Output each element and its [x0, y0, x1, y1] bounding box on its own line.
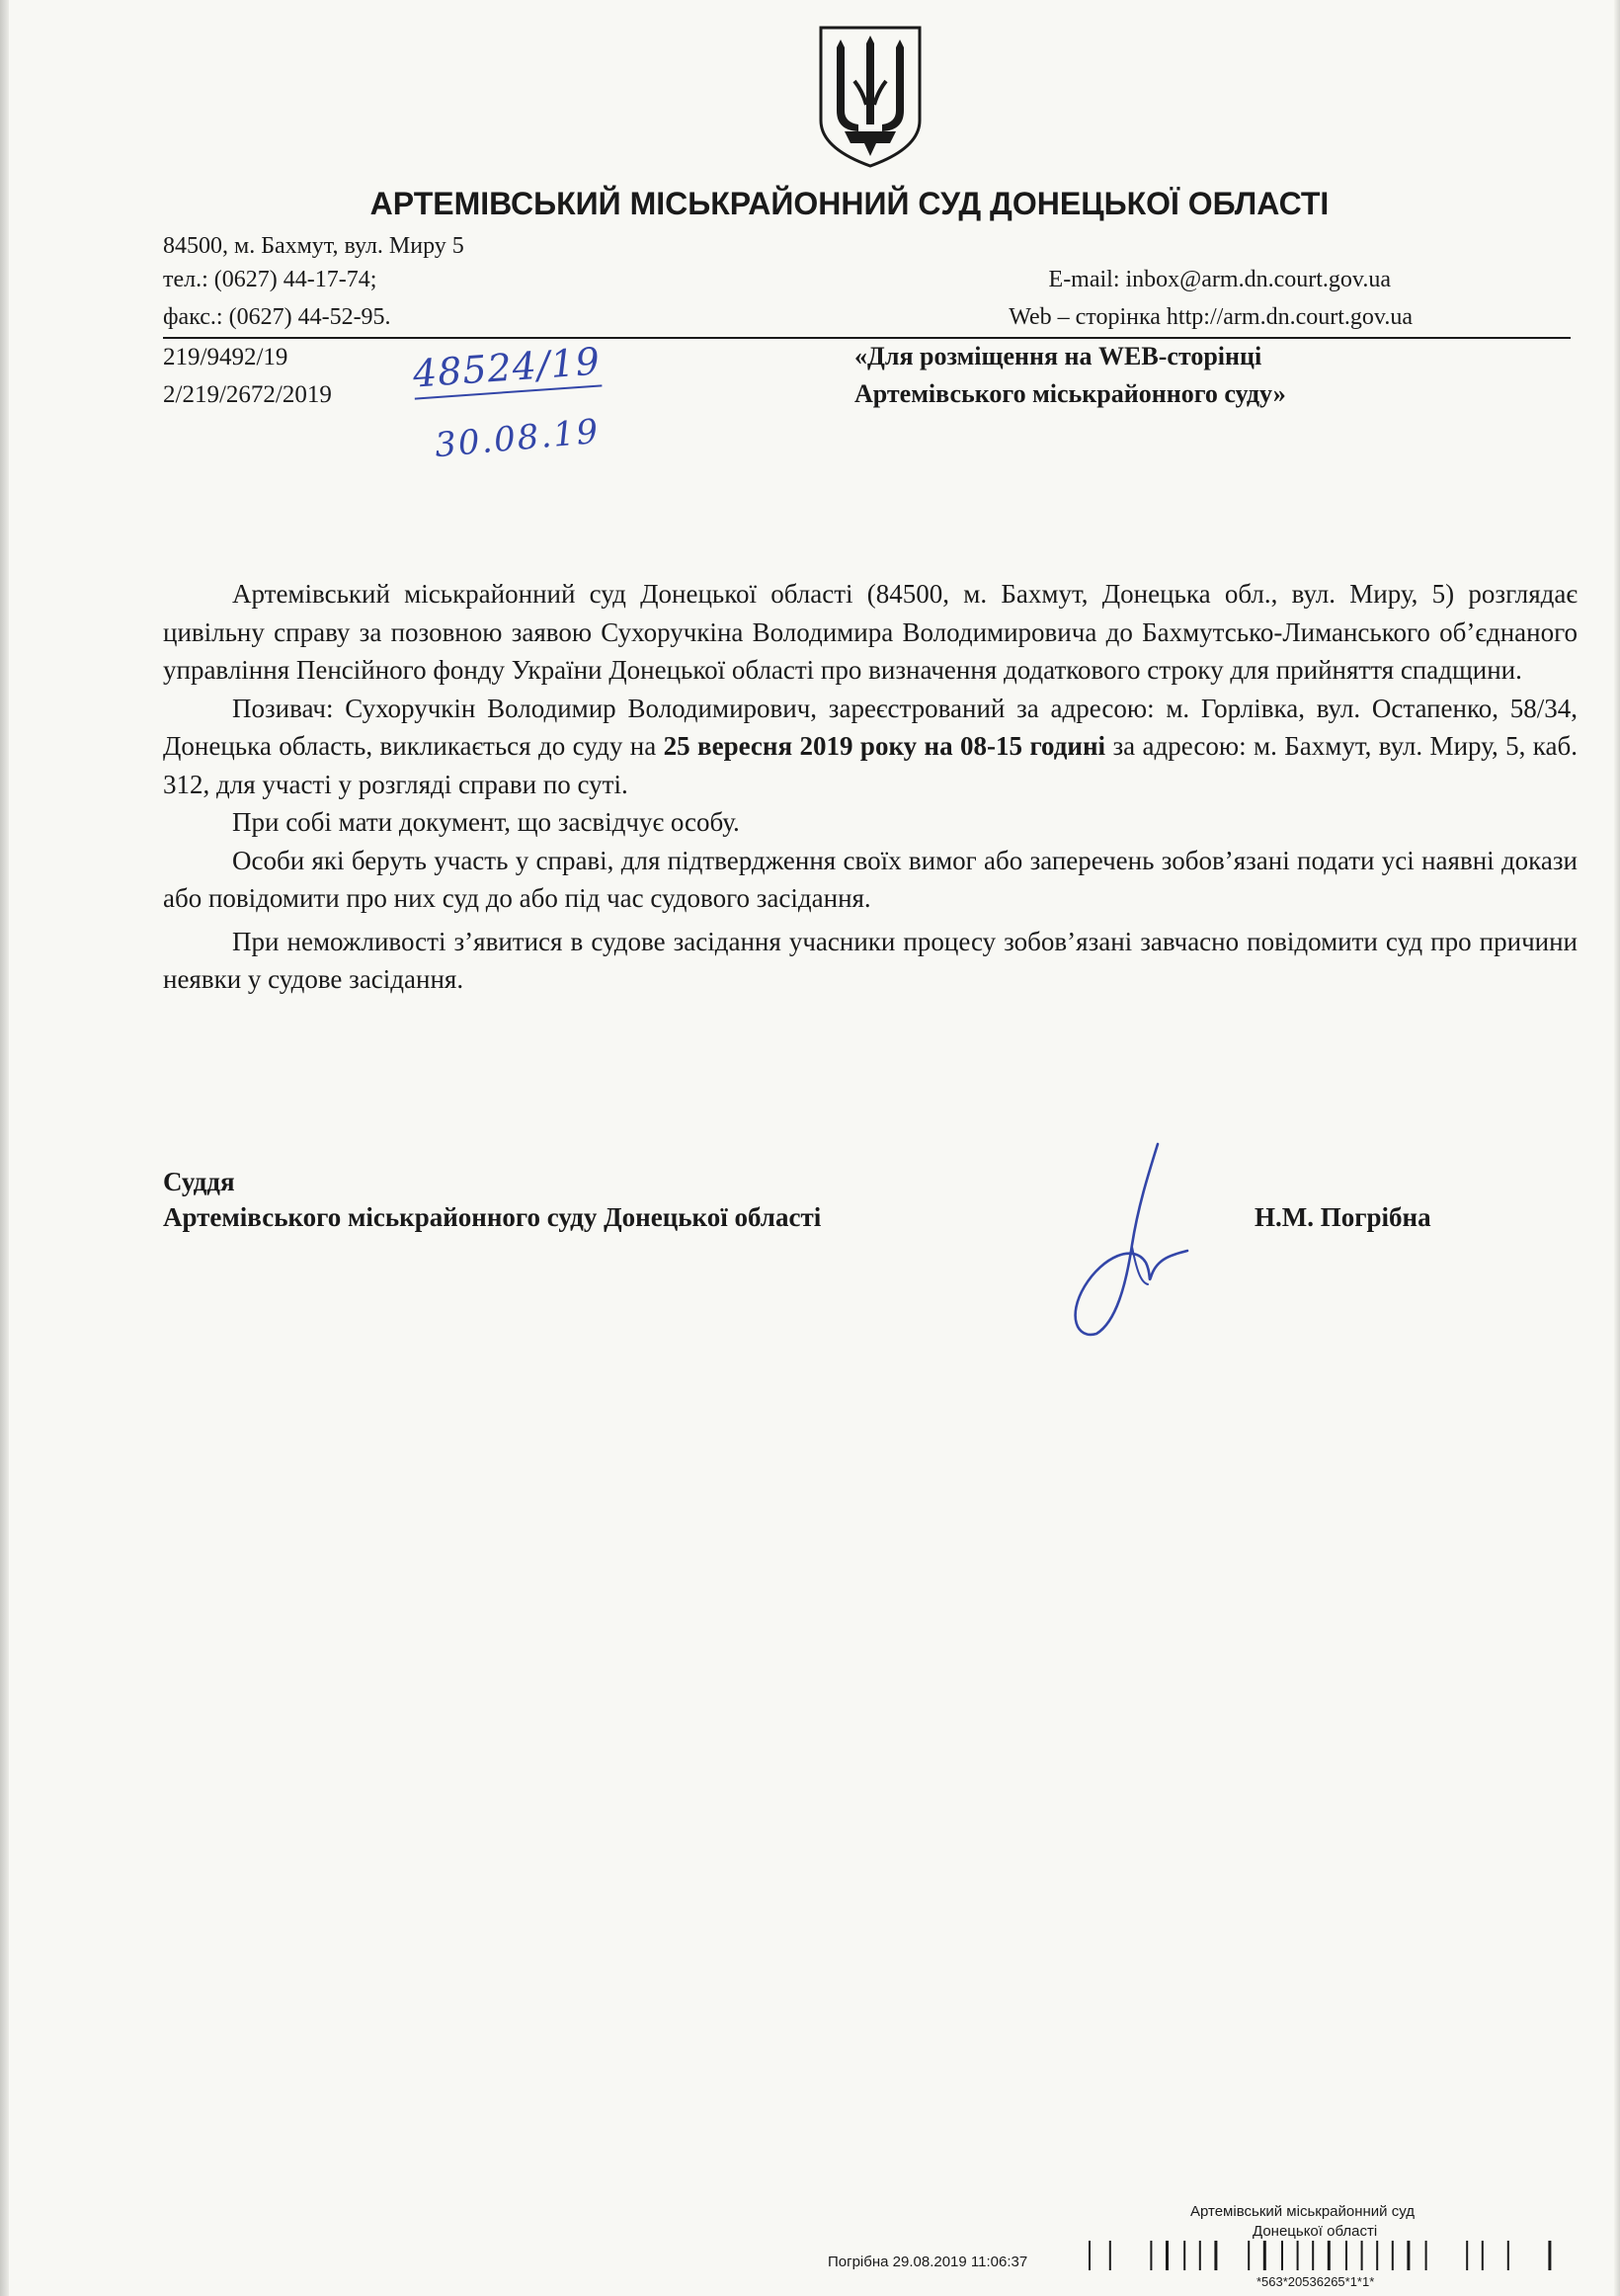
barcode-bar: [1466, 2241, 1468, 2270]
paragraph-2-end: за адресою: м. Бахмут, вул. Миру, 5, каб. 312, для участі у розгляді справи по суті.: [163, 731, 1578, 799]
barcode-bar: [1328, 2241, 1331, 2270]
barcode-bar: [1109, 2241, 1111, 2270]
barcode-bar: [1361, 2241, 1363, 2270]
barcode-bar: [1150, 2241, 1152, 2270]
proceeding-number: 2/219/2672/2019: [163, 381, 332, 408]
case-number: 219/9492/19: [163, 344, 288, 370]
signer-court: Артемівського міськрайонного суду Донецької області: [163, 1202, 822, 1232]
court-email: E-mail: inbox@arm.dn.court.gov.ua: [1048, 267, 1391, 292]
barcode-bar: [1281, 2241, 1283, 2270]
barcode-bar: [1425, 2241, 1427, 2270]
barcode: [1087, 2239, 1571, 2272]
web-note-line1: «Для розміщення на WEB-сторінці: [854, 342, 1262, 370]
court-phone: тел.: (0627) 44-17-74;: [163, 267, 377, 292]
barcode-bar: [1548, 2241, 1551, 2270]
court-name: АРТЕМІВСЬКИЙ МІСЬКРАЙОННИЙ СУД ДОНЕЦЬКОЇ ОБЛАСТІ: [369, 186, 1330, 221]
handwritten-registration-number: 48524/19: [412, 339, 603, 399]
paragraph-5: При неможливості з’явитися в судове засідання учасники процесу зобов’язані завчасно повідомити суд про причини неявки у судове засідання.: [163, 926, 1578, 994]
signature-icon: [1037, 1136, 1235, 1344]
paragraph-4: Особи які беруть участь у справі, для підтвердження своїх вимог або заперечень зобов’язані подати усі наявні докази або повідомити про них суд до або під час судового засідання.: [163, 845, 1578, 913]
court-website: Web – сторінка http://arm.dn.court.gov.ua: [1009, 304, 1413, 330]
judge-name: Н.М. Погрібна: [1255, 1202, 1431, 1232]
header-divider: [163, 337, 1571, 339]
barcode-bar: [1392, 2241, 1394, 2270]
barcode-bar: [1312, 2241, 1314, 2270]
barcode-bar: [1297, 2241, 1299, 2270]
barcode-bar: [1183, 2241, 1185, 2270]
coat-of-arms-icon: [815, 22, 926, 170]
barcode-bar: [1345, 2241, 1347, 2270]
barcode-bar: [1482, 2241, 1484, 2270]
barcode-bar: [1214, 2241, 1217, 2270]
barcode-number: *563*20536265*1*1*: [1256, 2274, 1375, 2289]
handwritten-date: 30.08.19: [433, 411, 602, 466]
notice-body: [163, 575, 1578, 999]
paragraph-2: [163, 690, 1578, 804]
barcode-bar: [1166, 2241, 1169, 2270]
barcode-bar: [1376, 2241, 1378, 2270]
barcode-bar: [1407, 2241, 1410, 2270]
scan-edge-right: [1614, 0, 1620, 2296]
barcode-bar: [1089, 2241, 1091, 2270]
web-note-line2: Артемівського міськрайонного суду»: [854, 379, 1286, 408]
paragraph-3: При собі мати документ, що засвідчує особу.: [232, 807, 740, 837]
court-fax: факс.: (0627) 44-52-95.: [163, 304, 391, 330]
court-address: 84500, м. Бахмут, вул. Миру 5: [163, 233, 464, 259]
scan-edge-left: [0, 0, 9, 2296]
paragraph-1: Артемівський міськрайонний суд Донецької області (84500, м. Бахмут, Донецька обл., вул. Миру, 5) розглядає цивільну справу за позовною заявою Сухоручкіна Володимира Володимировича до Бахмутсько-Лиманського об’єднаного управління Пенсійного фонду України Донецької області про визначення додаткового строку для прийняття спадщини.: [163, 579, 1578, 685]
stamp-court-line2: Донецької області: [1253, 2223, 1378, 2240]
barcode-bar: [1199, 2241, 1201, 2270]
paragraph-2-start: Позивач: Сухоручкін Володимир Володимирович, зареєстрований за адресою: м. Горлівка, вул. Остапенко, 58/34, Донецька область, викликається до суду на: [163, 693, 1578, 761]
barcode-bar: [1248, 2241, 1250, 2270]
signer-title: Суддя: [163, 1167, 235, 1196]
stamp-court-line1: Артемівський міськрайонний суд: [1190, 2203, 1415, 2220]
hearing-date-time: 25 вересня 2019 року на 08-15 годині: [663, 731, 1106, 761]
barcode-bar: [1507, 2241, 1509, 2270]
stamp-signed-by: Погрібна 29.08.2019 11:06:37: [828, 2254, 1028, 2270]
barcode-bar: [1263, 2241, 1266, 2270]
